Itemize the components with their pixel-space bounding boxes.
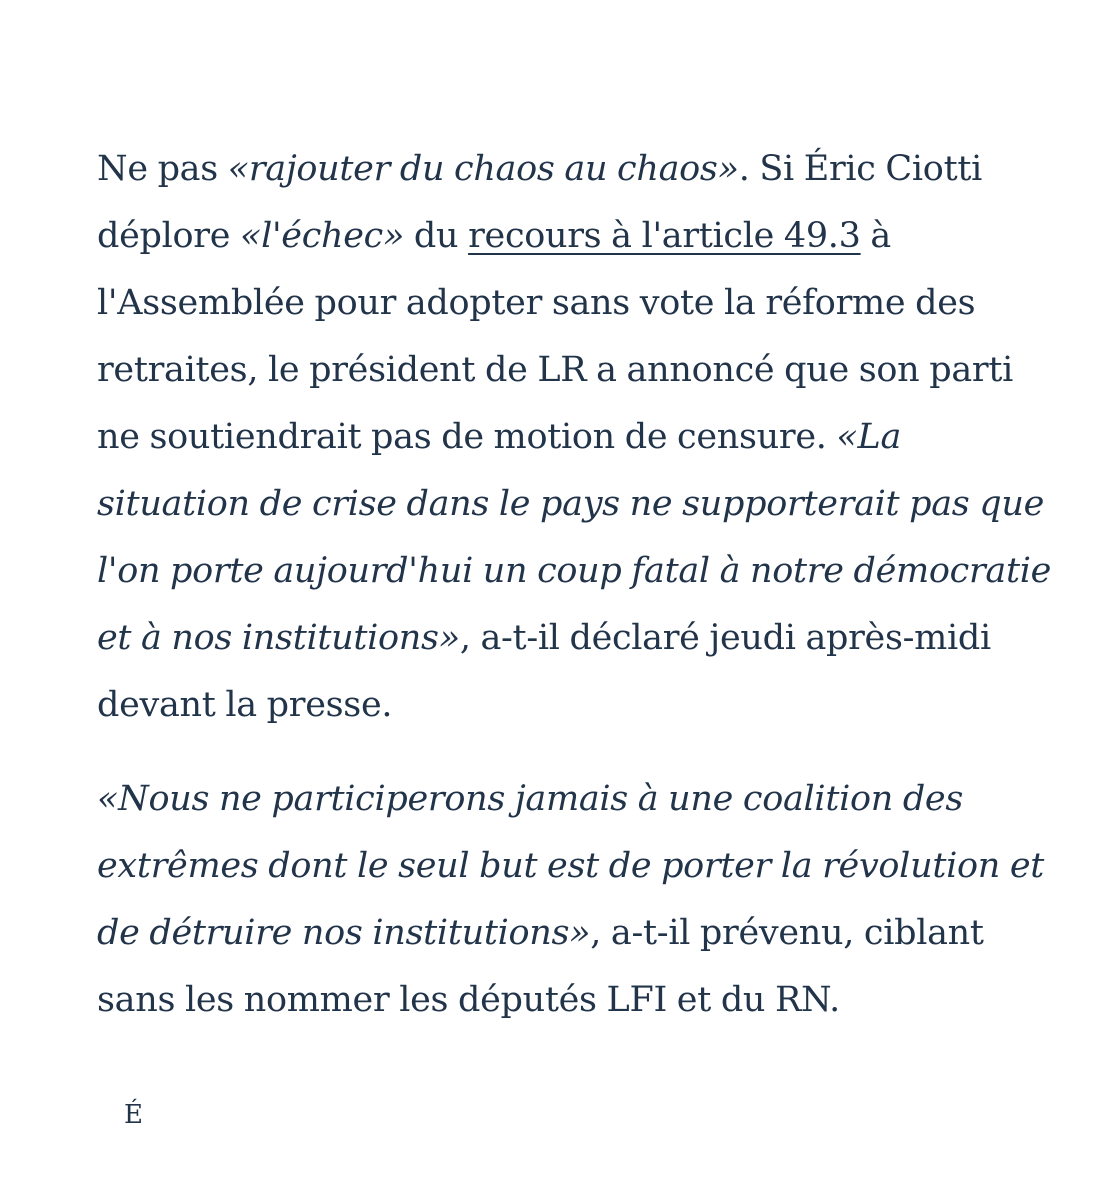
text-run: , a-t-il déclaré jeudi après-midi devant la presse. xyxy=(97,618,991,725)
text-run: Ne pas xyxy=(97,149,228,189)
paragraph-1 xyxy=(97,136,1057,739)
text-run: du xyxy=(404,216,469,256)
text-run: à l'Assemblée pour adopter sans vote la réforme des retraites, le président de LR a annoncé que son parti ne soutiendrait pas de motion de censure. xyxy=(97,216,1013,457)
quote-coalition: «Nous ne participerons jamais à une coalition des extrêmes dont le seul but est de porter la révolution et de détruire nos institutions» xyxy=(97,779,1044,953)
text-run: , a-t-il prévenu, ciblant sans les nommer les députés LFI et du RN. xyxy=(97,913,984,1020)
quote-echec: «l'échec» xyxy=(239,216,405,256)
paragraph-2 xyxy=(97,766,1057,1034)
truncated-next-line: É xyxy=(124,1100,143,1130)
text-run: . Si Éric Ciotti déplore xyxy=(97,149,983,256)
quote-chaos: «rajouter du chaos au chaos» xyxy=(227,149,739,189)
quote-crise: «La situation de crise dans le pays ne supporterait pas que l'on porte aujourd'hui un coup fatal à notre démocratie et à nos institutions» xyxy=(97,417,1052,658)
article-49-3-link[interactable]: recours à l'article 49.3 xyxy=(468,216,861,256)
article-body xyxy=(97,136,1057,1034)
